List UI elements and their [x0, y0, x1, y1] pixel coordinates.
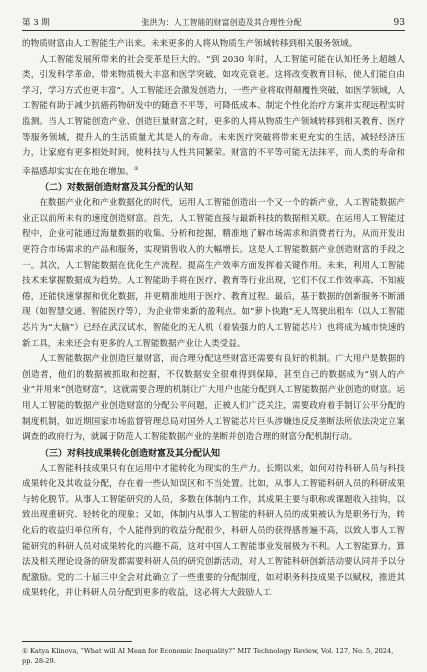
header-rule — [22, 30, 405, 31]
paragraph-text: 人工智能发展所带来的社会变革是巨大的。“到 2030 年时，人工智能可能在认知任务上超越人类，引发科学革命，带来物质极大丰富和医学突破，如攻克衰老。这将改变教育目标，使人们能自由学习，学习方式也更丰富”。人工智能还会激发创造力，一些产业将取得颠覆性突破，如医学领域，人工智能有助于减少抗癌药物研发中的随意不平等，可降低成本、制定个性化治疗方案并实现远程实时监测。当人工智能创造产业、创造巨量财富之时，更多的人将从物质生产领域转移到相关教育、医疗等服务领域，提升人的生活质量尤其是人的寿命。未来医疗突破将带来更充实的生活，减轻经济压力，让家庭有更多相处时间，使科技与人性共同繁荣。财富的不平等可能无法抹平，而人类的寿命和幸福感却实实在在地在增加。 — [22, 54, 405, 177]
section-heading: （三）对科技成果转化创造财富及其分配认知 — [40, 448, 221, 459]
page-number: 93 — [393, 18, 405, 28]
paragraph: 人工智能科技成果只有在运用中才能转化为现实的生产力。长期以来，如何对待科研人员与科技成果转化及其收益分配，存在着一些认知误区和不当处置。比如，从事人工智能科研人员的科研成果与转化脱节。从事人工智能研究的人员，多数在体制内工作，其成果主要与职称或课题收入挂钩，以致出现重研究、轻转化的现象；又如，体制内从事人工智能的科研人员的成果被认为是职务行为，转化后的收益归单位所有，个人能得到的收益分配很少，科研人员的获得感普遍不高，以致人事人工智能研究的科研人员对成果转化的兴趣不高，这对中国人工智能事业发展极为不利。人工智能算力、算法及相关理论设备的研发都需要科研人员的研究创新活动，对人工智能科研创新活动要认同并予以分配激励。党的二十届三中全会对此确立了一些重要的分配制度，如对职务科技成果予以赋权，推进其成果转化，并让科研人员分配到更多的收益，这必将大大鼓励人工 — [22, 463, 405, 599]
paragraph: 在数据产业化和产业数据化的时代，运用人工智能创造出一个又一个的新产业，人工智能数据产业正以前所未有的速度创造财富。首先，人工智能直接与最新科技的数据相关联。在运用人工智能过程中，企业可能通过海量数据的收集、分析和挖掘，精准地了解市场需求和消费者行为，从而开发出更符合市场需求的产品和服务，实现销售收入的大幅增长。这是人工智能数据产业创造财富的手段之一。其次，人工智能数据在优化生产流程、提高生产效率方面发挥着关键作用。未来，利用人工智能技术来掌握数据成为趋势。人工智能助手将在医疗、教育等行业出现，它们不仅工作效率高、不知疲倦，还能快速掌握和优化数据，并更精准地用于医疗、教育过程。最后，基于数据的创新服务不断涌现（如智慧交通、智能医疗等），为企业带来新的盈利点。如“萝卜快跑”无人驾驶出租车（以人工智能芯片为“大脑”）已经在武汉试水，智能化的无人机（着装强力的人工智能芯片）也将成为城市快速的新工具，未来还会有更多的人工智能数据产业让人类受益。 — [22, 198, 405, 349]
footnote: ① Katya Klinova, “What will AI Mean for Economic Inequality?” MIT Technology Review, Vol. 127, No. 5, 2024, pp. 28-29. — [22, 647, 394, 665]
paragraph: 人工智能数据产业创造巨量财富，而合理分配这些财富还需要有良好的机制。广大用户是数据的创造者，他们的数据被抓取和挖掘，不仅数据安全很难得到保障，甚至自己的数据成为“别人的产业”并用来“创造财富”，这就需要合理的机制让广大用户也能分配到人工智能数据产业创造的财富。运用人工智能的数据产业创造财富的分配公平问题，正被人们广泛关注，需要政府着手制订公平分配的制度机制，如近期国家市场监督管理总局对国外人工智能芯片巨头涉嫌违反反垄断法所依法决定立案调查的政府行为，就属于防范人工智能数据产业的垄断并创造合理的财富分配机制行动。 — [22, 354, 405, 443]
footnote-rule — [22, 641, 132, 642]
body-text — [22, 37, 405, 602]
section-heading: （二）对数据创造财富及其分配的认知 — [40, 183, 194, 194]
footnote-ref[interactable]: ① — [133, 165, 139, 172]
running-header — [22, 10, 405, 28]
paragraph: 的物质财富由人工智能生产出来。未来更多的人将从物质生产领域转移到相关服务领域。 — [22, 39, 358, 49]
paragraph — [22, 53, 405, 181]
issue-label: 第 3 期 — [22, 18, 50, 28]
running-title: 张洪为：人工智能的财富创造及其合理性分配 — [141, 18, 302, 27]
